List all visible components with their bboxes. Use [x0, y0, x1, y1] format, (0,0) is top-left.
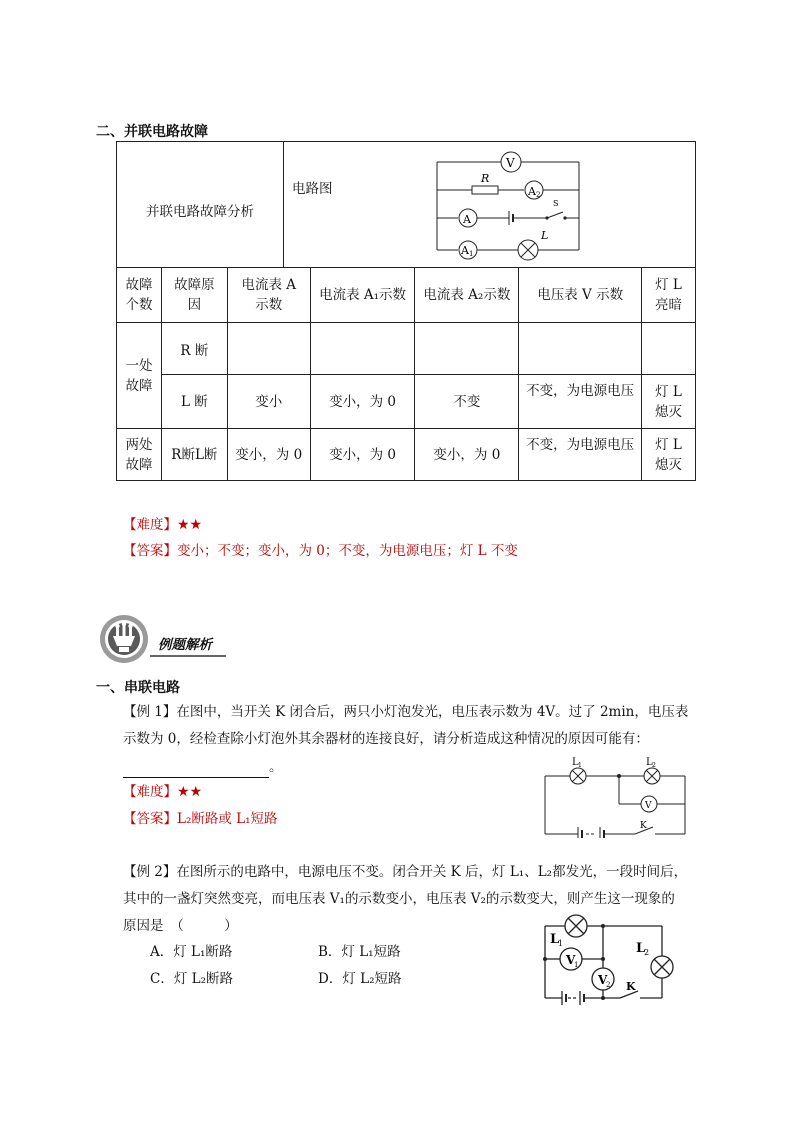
cell-lamp: 灯 L 熄灭 — [642, 375, 696, 429]
cell-cause: R 断 — [161, 323, 227, 375]
example-banner — [98, 614, 228, 664]
cell-cause: R断L断 — [161, 429, 227, 481]
header-voltmeter: 电压表 V 示数 — [519, 268, 642, 323]
cell-lamp — [642, 323, 696, 375]
cell-a1 — [310, 323, 415, 375]
example1-line1: 【例 1】在图中，当开关 K 闭合后，两只小灯泡发光，电压表示数为 4V。过了 2min，电压表 — [123, 704, 689, 720]
v2-sub: 2 — [606, 981, 611, 989]
table-row — [117, 323, 696, 375]
header-ammeter-a2: 电流表 A₂示数 — [415, 268, 519, 323]
section-title-parallel: 二、并联电路故障 — [96, 124, 208, 140]
example2-line1: 【例 2】在图所示的电路中，电源电压不变。闭合开关 K 后，灯 L₁、L₂都发光，一段时间后， — [123, 864, 688, 880]
diagram-a2-sub: 2 — [536, 191, 541, 199]
difficulty-2 — [123, 781, 202, 803]
difficulty-label: 【难度】 — [123, 517, 177, 533]
l2-label: L — [636, 941, 646, 956]
cell-v: 不变，为电源电压 — [519, 375, 642, 429]
l1-label: L — [550, 932, 560, 947]
star-icon: ★★ — [177, 517, 203, 533]
diagram-a1-label: A — [461, 244, 469, 257]
header-count: 故障 个数 — [117, 268, 162, 323]
option-c[interactable]: C．灯 L₂断路 — [150, 971, 233, 987]
l2-sub: 2 — [652, 762, 656, 769]
cell-a1: 变小，为 0 — [310, 429, 415, 481]
lightbulb-badge-icon — [98, 614, 154, 664]
banner-title: 例题解析 — [158, 637, 212, 653]
k-label: K — [626, 980, 636, 993]
answer-1 — [123, 540, 518, 562]
diagram-label: 电路图 — [292, 181, 333, 197]
answer-text: 变小；不变；变小，为 0；不变，为电源电压；灯 L 不变 — [177, 543, 518, 559]
divider — [283, 142, 284, 267]
diagram-a2-label: A — [528, 185, 536, 198]
v-label: V — [645, 801, 652, 811]
v1-label: V — [566, 953, 576, 967]
v1-sub: 1 — [574, 961, 579, 969]
v2-label: V — [598, 973, 608, 987]
group-double: 两处 故障 — [117, 429, 162, 481]
difficulty-label: 【难度】 — [123, 784, 177, 800]
example1-line2: 示数为 0，经检查除小灯泡外其余器材的连接良好，请分析造成这种情况的原因可能有： — [123, 731, 649, 747]
l2-label: L — [646, 757, 653, 768]
diagram-l-label: L — [541, 229, 549, 242]
answer-2 — [123, 808, 278, 830]
l1-sub: 1 — [558, 939, 564, 948]
diagram-r-label: R — [481, 172, 490, 185]
example1-blank-line: 。 — [123, 756, 283, 778]
option-d[interactable]: D．灯 L₂短路 — [318, 971, 402, 987]
diagram-a-label: A — [463, 213, 471, 226]
table-row — [117, 375, 696, 429]
cell-cause: L 断 — [161, 375, 227, 429]
answer-label: 【答案】 — [123, 811, 177, 827]
section-title-series: 一、串联电路 — [96, 680, 180, 696]
difficulty-1 — [123, 514, 202, 536]
banner-underline — [150, 655, 226, 657]
l2-sub: 2 — [644, 948, 650, 957]
cell-a: 变小，为 0 — [227, 429, 310, 481]
header-ammeter-a: 电流表 A 示数 — [227, 268, 310, 323]
option-a[interactable]: A．灯 L₁断路 — [150, 944, 233, 960]
header-cause: 故障原 因 — [161, 268, 227, 323]
table-row — [117, 429, 696, 481]
option-b[interactable]: B．灯 L₁短路 — [318, 944, 401, 960]
example2-line2: 其中的一盏灯突然变亮，而电压表 V₁的示数变小，电压表 V₂的示数变大，则产生这一现象的 — [123, 891, 675, 907]
answer-blank — [123, 761, 269, 778]
diagram-v-label: V — [506, 156, 515, 170]
cell-lamp: 灯 L 熄灭 — [642, 429, 696, 481]
l1-label: L — [572, 757, 579, 768]
cell-a2: 变小，为 0 — [415, 429, 519, 481]
cell-a — [227, 323, 310, 375]
table-header-row — [117, 268, 696, 323]
cell-v: 不变，为电源电压 — [519, 429, 642, 481]
diagram-a1-sub: 1 — [469, 250, 474, 258]
cell-a2 — [415, 323, 519, 375]
k-label: K — [640, 821, 647, 831]
fault-table — [116, 267, 696, 481]
answer-text: L₂断路或 L₁短路 — [177, 811, 278, 827]
series-circuit-diagram — [540, 756, 690, 838]
header-ammeter-a1: 电流表 A₁示数 — [310, 268, 415, 323]
example2-circuit-diagram — [540, 908, 690, 1008]
cell-a: 变小 — [227, 375, 310, 429]
example2-line3: 原因是 （ ） — [123, 918, 238, 934]
star-icon: ★★ — [177, 784, 203, 800]
parallel-circuit-diagram — [427, 146, 597, 264]
analysis-label: 并联电路故障分析 — [146, 204, 254, 220]
l1-sub: 1 — [578, 762, 582, 769]
group-single: 一处 故障 — [117, 323, 162, 429]
table-header-box — [116, 141, 696, 268]
header-lamp: 灯 L 亮暗 — [642, 268, 696, 323]
cell-v — [519, 323, 642, 375]
diagram-s-label: S — [553, 199, 559, 208]
cell-a2: 不变 — [415, 375, 519, 429]
answer-label: 【答案】 — [123, 543, 177, 559]
cell-a1: 变小，为 0 — [310, 375, 415, 429]
